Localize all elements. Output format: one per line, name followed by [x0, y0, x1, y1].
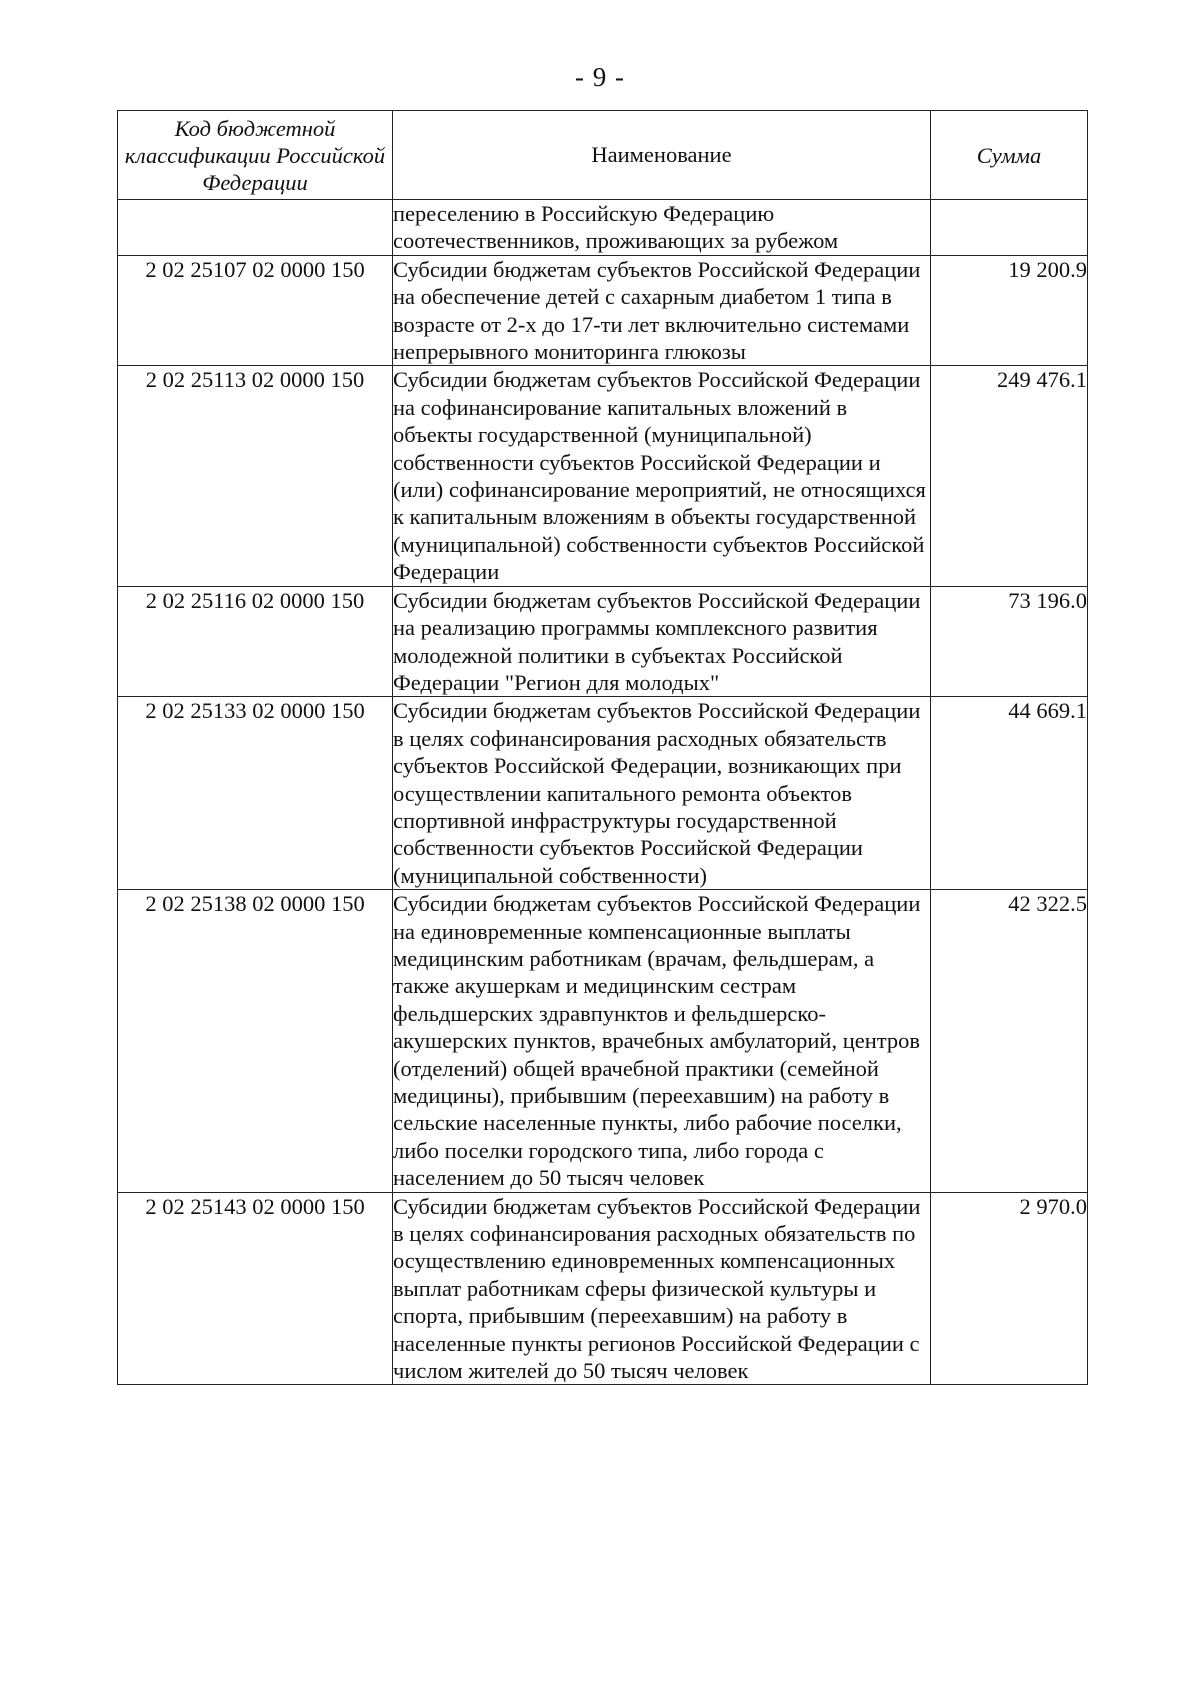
row-code: 2 02 25107 02 0000 150 [118, 255, 393, 366]
table-row [118, 200, 1088, 256]
header-name: Наименование [393, 111, 931, 200]
page-number: - 9 - [575, 62, 625, 92]
row-sum: 249 476.1 [931, 366, 1088, 586]
budget-classification-table [117, 110, 1088, 1385]
row-name: Субсидии бюджетам субъектов Российской Федерации в целях софинансирования расходных обязательств по осуществлению единовременных компенсационных выплат работникам сферы физической культуры и спорта, прибывшим (переехавшим) на работу в населенные пункты регионов Российской Федерации с числом жителей до 50 тысяч человек [393, 1192, 931, 1385]
row-code: 2 02 25133 02 0000 150 [118, 697, 393, 890]
row-name: Субсидии бюджетам субъектов Российской Федерации на софинансирование капитальных вложений в объекты государственной (муниципальной) собственности субъектов Российской Федерации и (или) софинансирование мероприятий, не относящихся к капитальным вложениям в объекты государственной (муниципальной) собственности субъектов Российской Федерации [393, 366, 931, 586]
row-code: 2 02 25138 02 0000 150 [118, 890, 393, 1192]
row-code: 2 02 25113 02 0000 150 [118, 366, 393, 586]
row-sum: 44 669.1 [931, 697, 1088, 890]
table-row [118, 1192, 1088, 1385]
row-name: Субсидии бюджетам субъектов Российской Федерации на обеспечение детей с сахарным диабетом 1 типа в возрасте от 2-х до 17-ти лет включительно системами непрерывного мониторинга глюкозы [393, 255, 931, 366]
row-sum [931, 200, 1088, 256]
row-sum: 2 970.0 [931, 1192, 1088, 1385]
row-name: Субсидии бюджетам субъектов Российской Федерации на единовременные компенсационные выплаты медицинским работникам (врачам, фельдшерам, а также акушеркам и медицинским сестрам фельдшерских здравпунктов и фельдшерско-акушерских пунктов, врачебных амбулаторий, центров (отделений) общей врачебной практики (семейной медицины), прибывшим (переехавшим) на работу в сельские населенные пункты, либо рабочие поселки, либо поселки городского типа, либо города с населением до 50 тысяч человек [393, 890, 931, 1192]
row-code: 2 02 25143 02 0000 150 [118, 1192, 393, 1385]
table-row [118, 586, 1088, 697]
row-name: Субсидии бюджетам субъектов Российской Федерации в целях софинансирования расходных обязательств субъектов Российской Федерации, возникающих при осуществлении капитального ремонта объектов спортивной инфраструктуры государственной собственности субъектов Российской Федерации (муниципальной собственности) [393, 697, 931, 890]
row-name: Субсидии бюджетам субъектов Российской Федерации на реализацию программы комплексного развития молодежной политики в субъектах Российской Федерации "Регион для молодых" [393, 586, 931, 697]
header-sum: Сумма [931, 111, 1088, 200]
table-row [118, 255, 1088, 366]
table-header-row [118, 111, 1088, 200]
row-sum: 73 196.0 [931, 586, 1088, 697]
row-code [118, 200, 393, 256]
row-sum: 42 322.5 [931, 890, 1088, 1192]
row-code: 2 02 25116 02 0000 150 [118, 586, 393, 697]
row-name: переселению в Российскую Федерацию соотечественников, проживающих за рубежом [393, 200, 931, 256]
row-sum: 19 200.9 [931, 255, 1088, 366]
table-row [118, 697, 1088, 890]
table-row [118, 890, 1088, 1192]
header-code: Код бюджетной классификации Российской Федерации [118, 111, 393, 200]
table-row [118, 366, 1088, 586]
